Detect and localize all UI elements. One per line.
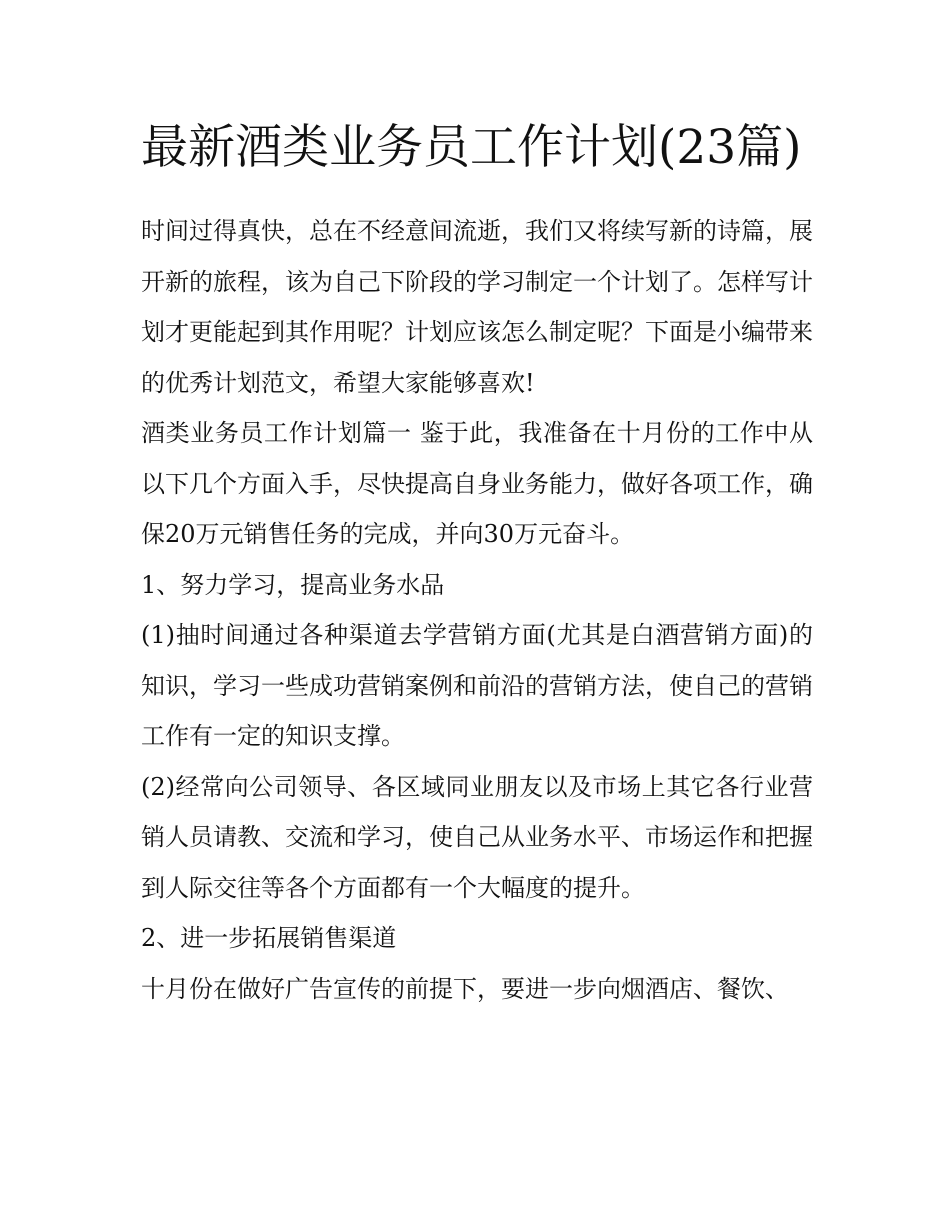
document-body [141, 112, 813, 1014]
paragraph-study-item-2: (2)经常向公司领导、各区域同业朋友以及市场上其它各行业营销人员请教、交流和学习，使自己从业务水平、市场运作和把握到人际交往等各个方面都有一个大幅度的提升。 [141, 772, 813, 902]
paragraph-channels: 十月份在做好广告宣传的前提下，要进一步向烟酒店、餐饮、 [141, 974, 789, 1003]
paragraph-intro: 时间过得真快，总在不经意间流逝，我们又将续写新的诗篇，展开新的旅程，该为自己下阶段的学习制定一个计划了。怎样写计划才更能起到其作用呢？计划应该怎么制定呢？下面是小编带来的优秀计划范文，希望大家能够喜欢! [141, 217, 813, 397]
document-title: 最新酒类业务员工作计划(23篇) [141, 120, 802, 175]
paragraph-plan-intro: 酒类业务员工作计划篇一 鉴于此，我准备在十月份的工作中从以下几个方面入手，尽快提高自身业务能力，做好各项工作，确保20万元销售任务的完成，并向30万元奋斗。 [141, 419, 813, 548]
paragraph-study-item-1: (1)抽时间通过各种渠道去学营销方面(尤其是白酒营销方面)的知识，学习一些成功营销案例和前沿的营销方法，使自己的营销工作有一定的知识支撑。 [141, 621, 813, 750]
section-heading-study: 1、努力学习，提高业务水品 [141, 570, 445, 599]
section-heading-channels: 2、进一步拓展销售渠道 [141, 924, 397, 952]
